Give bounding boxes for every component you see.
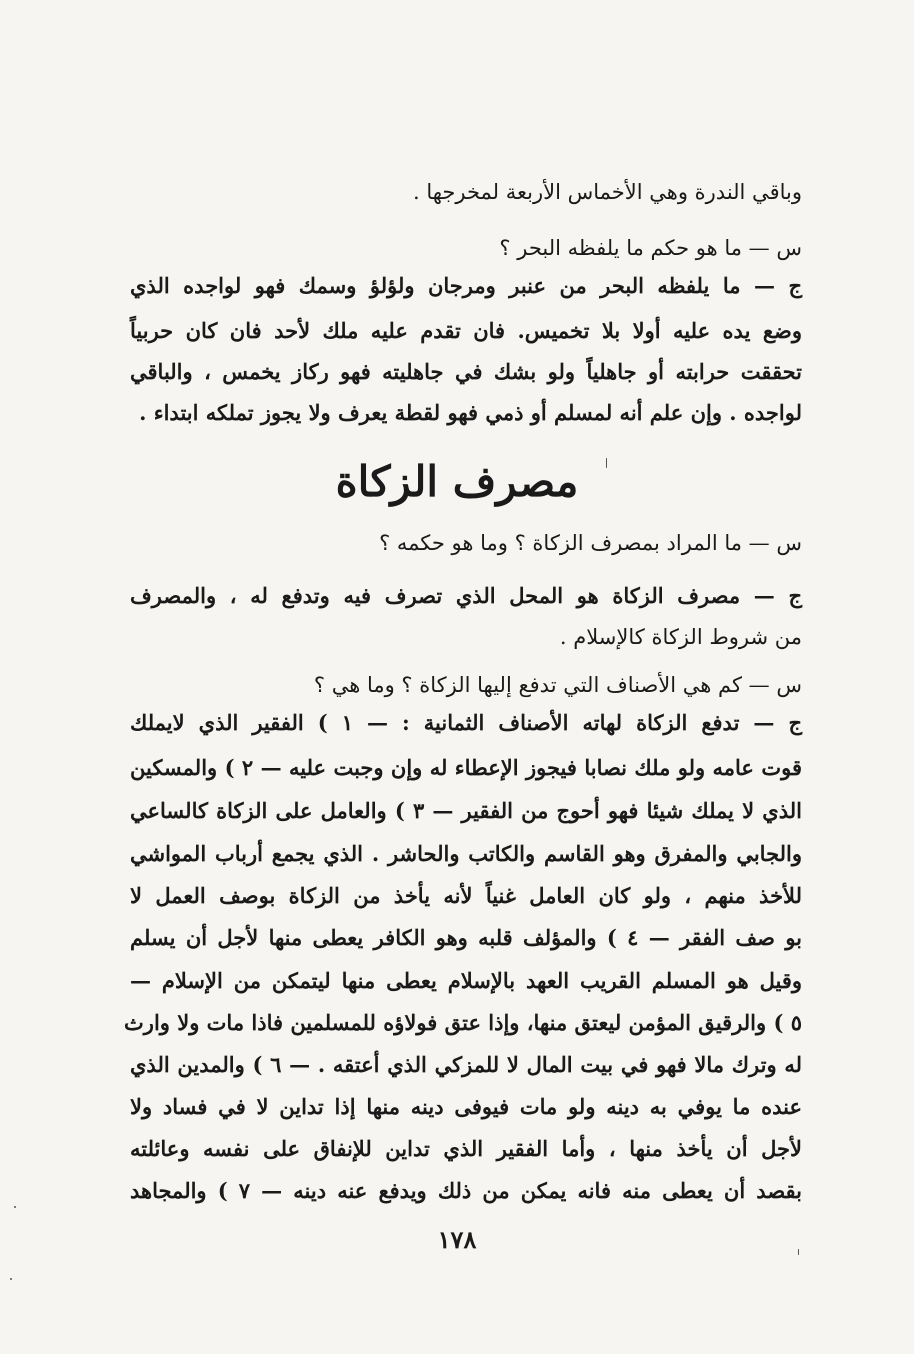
text-line: للأخذ منهم ، ولو كان العامل غنياً لأنه يأخذ من الزكاة بوصف العمل لا [130, 883, 802, 908]
question-line: س — ما هو حكم ما يلفظه البحر ؟ [499, 236, 802, 260]
text-line: بقصد أن يعطى منه فانه يمكن من ذلك ويدفع عنه دينه — ٧ ) والمجاهد [130, 1178, 802, 1203]
text-line: وضع يده عليه أولا بلا تخميس. فان تقدم عليه ملك لأحد فان كان حربياً [130, 318, 802, 343]
answer-line: ج — مصرف الزكاة هو المحل الذي تصرف فيه وتدفع له ، والمصرف [130, 583, 802, 608]
text-line: لواجده . وإن علم أنه لمسلم أو ذمي فهو لقطة يعرف ولا يجوز تملكه ابتداء . [139, 400, 802, 425]
text-line: قوت عامه ولو ملك نصابا فيجوز الإعطاء له وإن وجبت عليه — ٢ ) والمسكين [130, 755, 802, 780]
answer-line: ج — ما يلفظه البحر من عنبر ومرجان ولؤلؤ وسمك فهو لواجده الذي [130, 273, 802, 298]
paper-speck [10, 1278, 12, 1280]
text-line: تحققت حرابته أو جاهلياً ولو بشك في جاهليته فهو ركاز يخمس ، والباقي [130, 359, 802, 384]
paper-speck [798, 1249, 799, 1255]
text-line: والجابي والمفرق وهو القاسم والكاتب والحاشر . الذي يجمع أرباب المواشي [130, 841, 802, 866]
text-line: الذي لا يملك شيئا فهو أحوج من الفقير — ٣ ) والعامل على الزكاة كالساعي [130, 798, 802, 823]
text-line: بو صف الفقر — ٤ ) والمؤلف قلبه وهو الكافر يعطى منها لأجل أن يسلم [130, 925, 803, 950]
page-number: ١٧٨ [437, 1225, 477, 1254]
text-line: عنده ما يوفي به دينه ولو مات فيوفى دينه منها إذا تداين لا في فساد ولا [130, 1094, 802, 1119]
text-line: من شروط الزكاة كالإسلام . [559, 625, 802, 649]
text-line: ٥ ) والرقيق المؤمن ليعتق منها، وإذا عتق فولاؤه للمسلمين فاذا مات ولا وارث [124, 1010, 802, 1035]
question-line: س — كم هي الأصناف التي تدفع إليها الزكاة ؟ وما هي ؟ [313, 673, 802, 697]
text-line: لأجل أن يأخذ منها ، وأما الفقير الذي تداين للإنفاق على نفسه وعائلته [130, 1136, 802, 1161]
section-heading: مصرف الزكاة [335, 457, 579, 506]
paper-speck [606, 458, 607, 468]
answer-line: ج — تدفع الزكاة لهاته الأصناف الثمانية : — ١ ) الفقير الذي لايملك [130, 710, 802, 735]
question-line: س — ما المراد بمصرف الزكاة ؟ وما هو حكمه ؟ [379, 531, 802, 555]
paper-speck [14, 1206, 16, 1208]
text-line: وقيل هو المسلم القريب العهد بالإسلام يعطى منها ليتمكن من الإسلام — [130, 968, 802, 993]
text-line: وباقي الندرة وهي الأخماس الأربعة لمخرجها . [412, 180, 802, 204]
text-line: له وترك مالا فهو في بيت المال لا للمزكي الذي أعتقه . — ٦ ) والمدين الذي [130, 1052, 802, 1077]
